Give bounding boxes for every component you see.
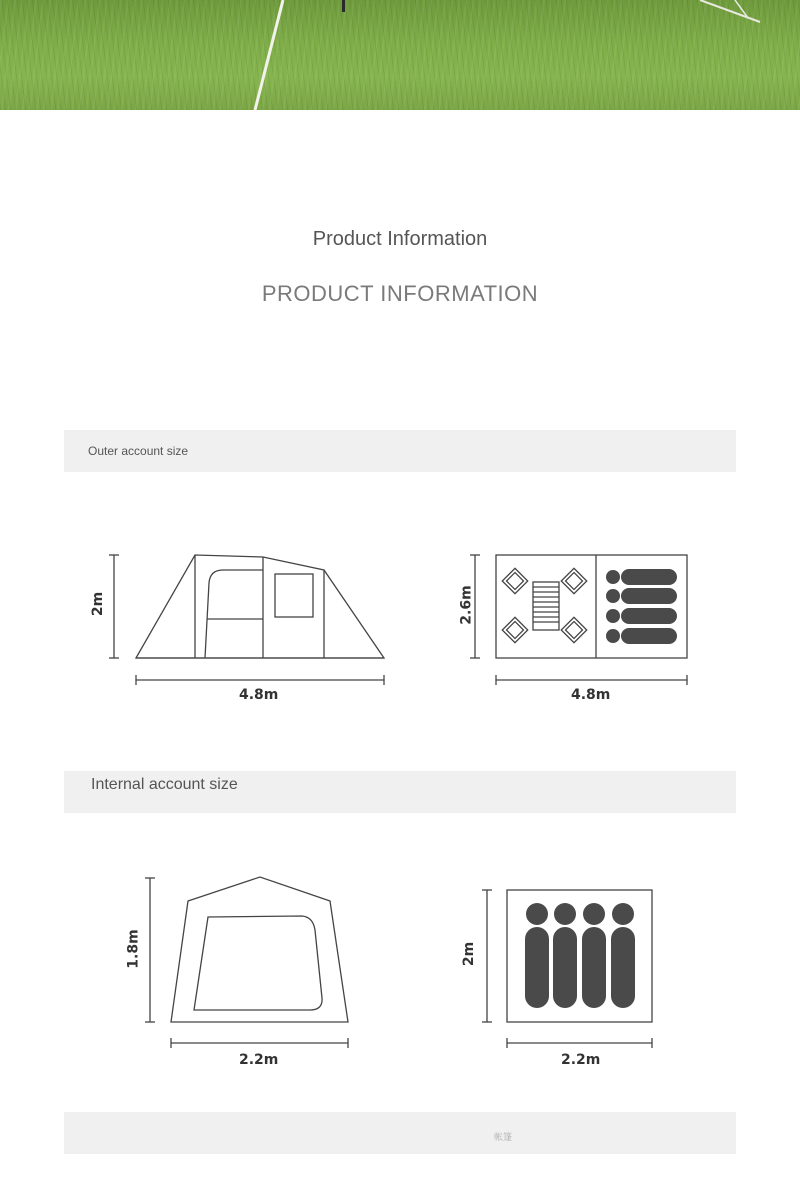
chair-icons <box>502 568 586 642</box>
outer-side-view-diagram <box>96 545 396 695</box>
footer-band <box>64 1112 736 1154</box>
footer-label: 帐篷 <box>494 1132 513 1142</box>
inner-side-view-svg <box>140 870 370 1060</box>
hero-grass-photo <box>0 0 800 110</box>
inner-side-width-label: 2.2m <box>239 1052 279 1068</box>
sleeping-bag-icons <box>525 903 635 1008</box>
outer-size-header <box>64 430 736 472</box>
internal-size-label: Internal account size <box>91 776 238 793</box>
internal-size-header <box>64 771 736 813</box>
section-subtitle: PRODUCT INFORMATION <box>261 281 539 306</box>
outer-top-view-diagram <box>470 545 700 695</box>
outer-top-depth-label: 2.6m <box>458 585 475 625</box>
tent-rope-lines <box>0 0 800 110</box>
outer-side-height-label: 2m <box>90 591 107 617</box>
outer-top-view-svg <box>470 545 700 695</box>
inner-top-view-svg <box>478 880 668 1060</box>
inner-top-depth-label: 2m <box>461 941 478 967</box>
sleeping-bag-icons <box>606 569 677 644</box>
inner-side-height-label: 1.8m <box>125 929 142 969</box>
section-title: Product Information <box>312 228 488 250</box>
outer-side-width-label: 4.8m <box>239 687 279 703</box>
inner-top-width-label: 2.2m <box>561 1052 601 1068</box>
outer-side-view-svg <box>96 545 396 695</box>
outer-top-width-label: 4.8m <box>571 687 611 703</box>
inner-side-view-diagram <box>140 870 370 1060</box>
outer-size-label: Outer account size <box>88 444 189 458</box>
inner-top-view-diagram <box>478 880 668 1060</box>
